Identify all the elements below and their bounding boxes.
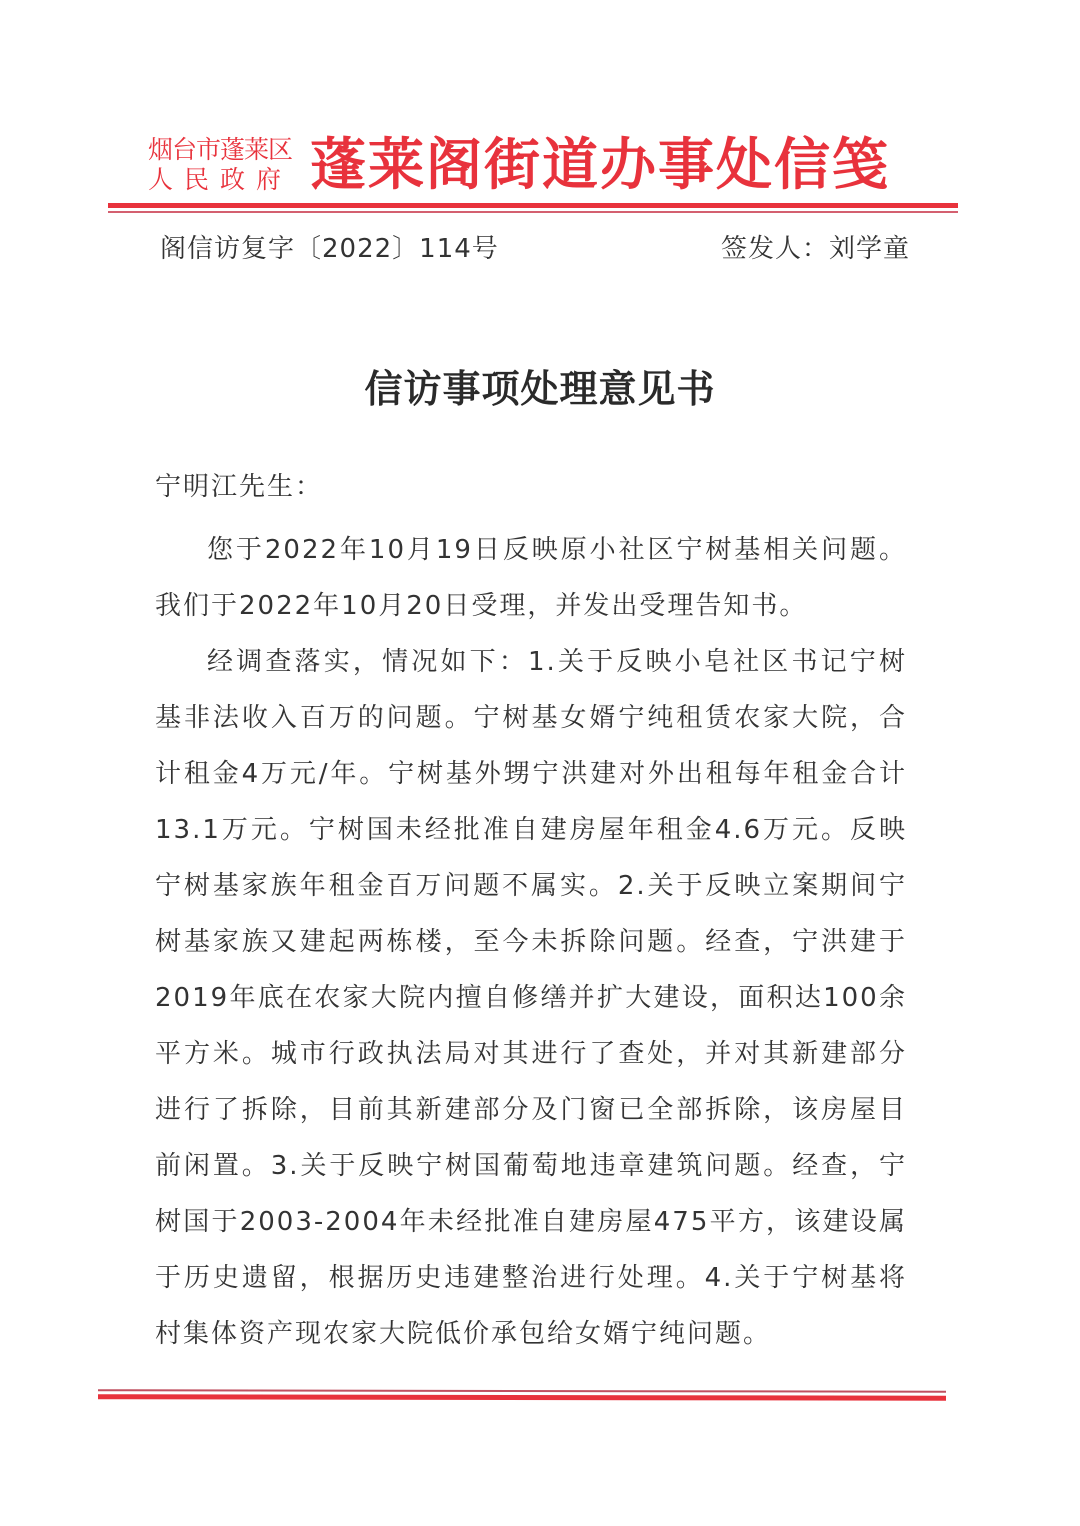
letterhead-divider	[108, 203, 958, 213]
body-paragraph: 您于2022年10月19日反映原小社区宁树基相关问题。我们于2022年10月20日受理，并发出受理告知书。	[155, 535, 907, 621]
letterhead	[148, 132, 890, 198]
issuing-organization	[148, 135, 292, 195]
org-name-line1: 烟台市蓬莱区	[148, 135, 293, 164]
letterhead-title: 蓬莱阁街道办事处信笺	[310, 132, 891, 198]
signer: 签发人：刘学童	[720, 234, 910, 264]
salutation: 宁明江先生：	[155, 472, 324, 502]
reference-row	[160, 228, 910, 265]
body-paragraph: 经调查落实，情况如下：1.关于反映小皂社区书记宁树基非法收入百万的问题。宁树基女婿宁纯租赁农家大院，合计租金4万元/年。宁树基外甥宁洪建对外出租每年租金合计13.1万元。宁树国未经批准自建房屋年租金4.6万元。反映宁树基家族年租金百万问题不属实。2.关于反映立案期间宁树基家族又建起两栋楼，至今未拆除问题。经查，宁洪建于2019年底在农家大院内擅自修缮并扩大建设，面积达100余平方米。城市行政执法局对其进行了查处，并对其新建部分进行了拆除，目前其新建部分及门窗已全部拆除，该房屋目前闲置。3.关于反映宁树国葡萄地违章建筑问题。经查，宁树国于2003-2004年未经批准自建房屋475平方，该建设属于历史遗留，根据历史违建整治进行处理。4.关于宁树基将村集体资产现农家大院低价承包给女婿宁纯问题。	[155, 647, 907, 1349]
divider-thick-line	[98, 1394, 946, 1400]
footer-divider	[98, 1389, 946, 1400]
document-number: 阁信访复字〔2022〕114号	[160, 234, 499, 264]
org-name-line2: 人民政府	[148, 165, 293, 194]
divider-thin-line	[108, 211, 958, 213]
document-body	[155, 522, 907, 1362]
document-title: 信访事项处理意见书	[364, 366, 716, 411]
